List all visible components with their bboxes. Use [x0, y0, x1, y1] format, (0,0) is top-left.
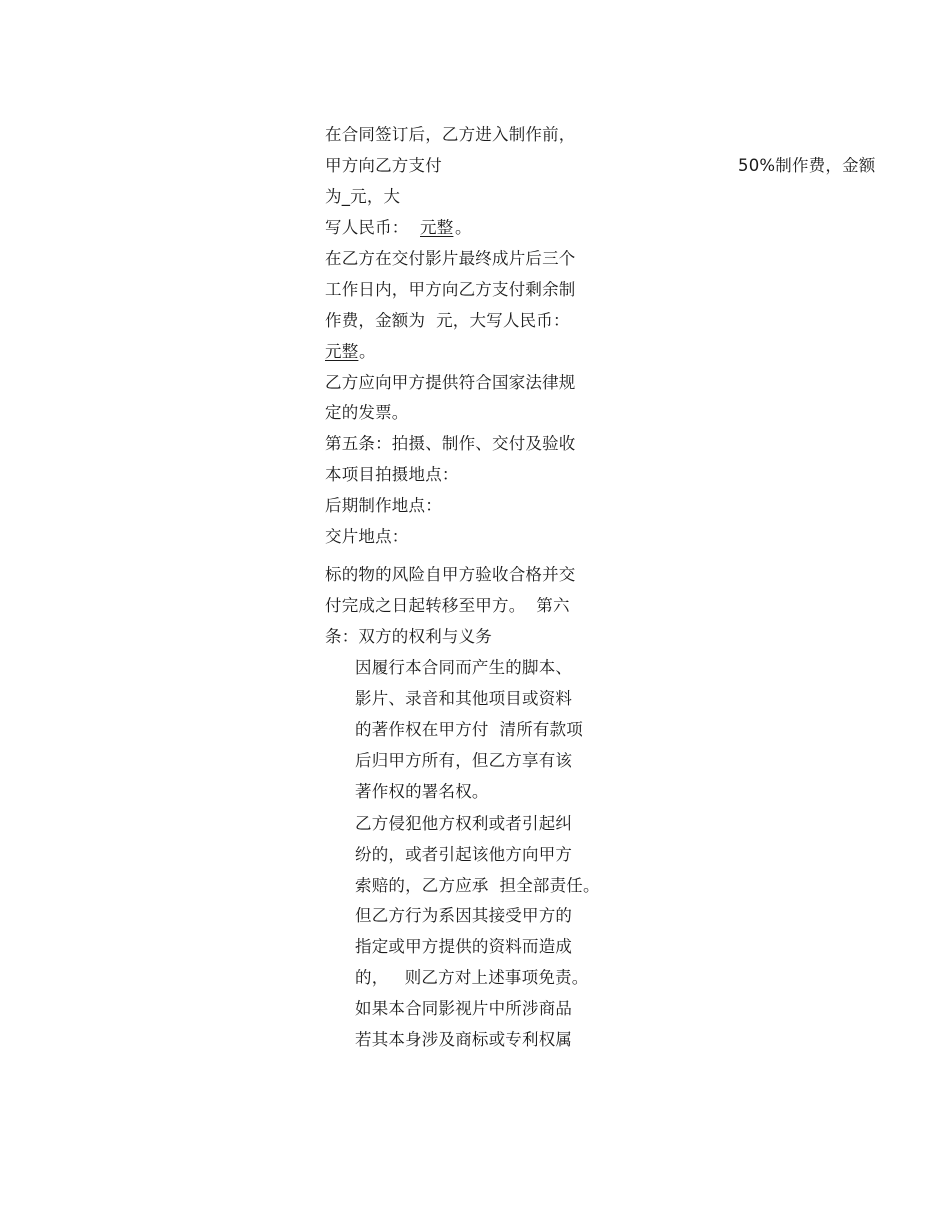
- text-line: 指定或甲方提供的资料而造成: [355, 937, 573, 956]
- text-line: 付完成之日起转移至甲方。 第六: [325, 596, 570, 615]
- text-line: 标的物的风险自甲方验收合格并交: [325, 565, 576, 584]
- text-line: 本项目拍摄地点：: [325, 465, 459, 484]
- text-line: 在合同签订后，乙方进入制作前，: [325, 125, 576, 144]
- underlined-amount: 元整: [420, 218, 454, 237]
- text-line: 在乙方在交付影片最终成片后三个: [325, 249, 576, 268]
- text-line: 。: [359, 342, 376, 361]
- text-line: 作费，金额为 元，大写人民币：: [325, 311, 570, 330]
- text-line: 甲方向乙方支付: [325, 156, 442, 175]
- text-line: 因履行本合同而产生的脚本、: [355, 658, 573, 677]
- section-heading: 第五条：拍摄、制作、交付及验收: [325, 434, 576, 453]
- text-line: 影片、录音和其他项目或资料: [355, 689, 573, 708]
- text-line: 纷的，或者引起该他方向甲方: [355, 845, 573, 864]
- text-line: 但乙方行为系因其接受甲方的: [355, 906, 573, 925]
- text-line: 后期制作地点：: [325, 496, 442, 515]
- text-line: 。: [455, 218, 472, 237]
- text-line: 索赔的，乙方应承 担全部责任。: [355, 876, 600, 895]
- text-line: 著作权的署名权。: [355, 782, 489, 801]
- text-line: 若其本身涉及商标或专利权属: [355, 1030, 573, 1049]
- text-line-fee-percent: 50%制作费，金额: [738, 156, 876, 175]
- text-line: 为_元，大: [325, 187, 401, 206]
- text-line: 交片地点：: [325, 527, 409, 546]
- text-line: 定的发票。: [325, 403, 409, 422]
- underlined-amount: 元整: [325, 342, 359, 361]
- text-line: 后归甲方所有，但乙方享有该: [355, 751, 573, 770]
- section-heading: 条：双方的权利与义务: [325, 627, 492, 646]
- text-line: 工作日内，甲方向乙方支付剩余制: [325, 280, 576, 299]
- text-line: 乙方侵犯他方权利或者引起纠: [355, 814, 573, 833]
- text-line: 乙方应向甲方提供符合国家法律规: [325, 373, 576, 392]
- text-line: 写人民币：: [325, 218, 409, 237]
- text-line: 的著作权在甲方付 清所有款项: [355, 720, 583, 739]
- text-line: 的， 则乙方对上述事项免责。: [355, 968, 589, 987]
- text-line: 如果本合同影视片中所涉商品: [355, 999, 573, 1018]
